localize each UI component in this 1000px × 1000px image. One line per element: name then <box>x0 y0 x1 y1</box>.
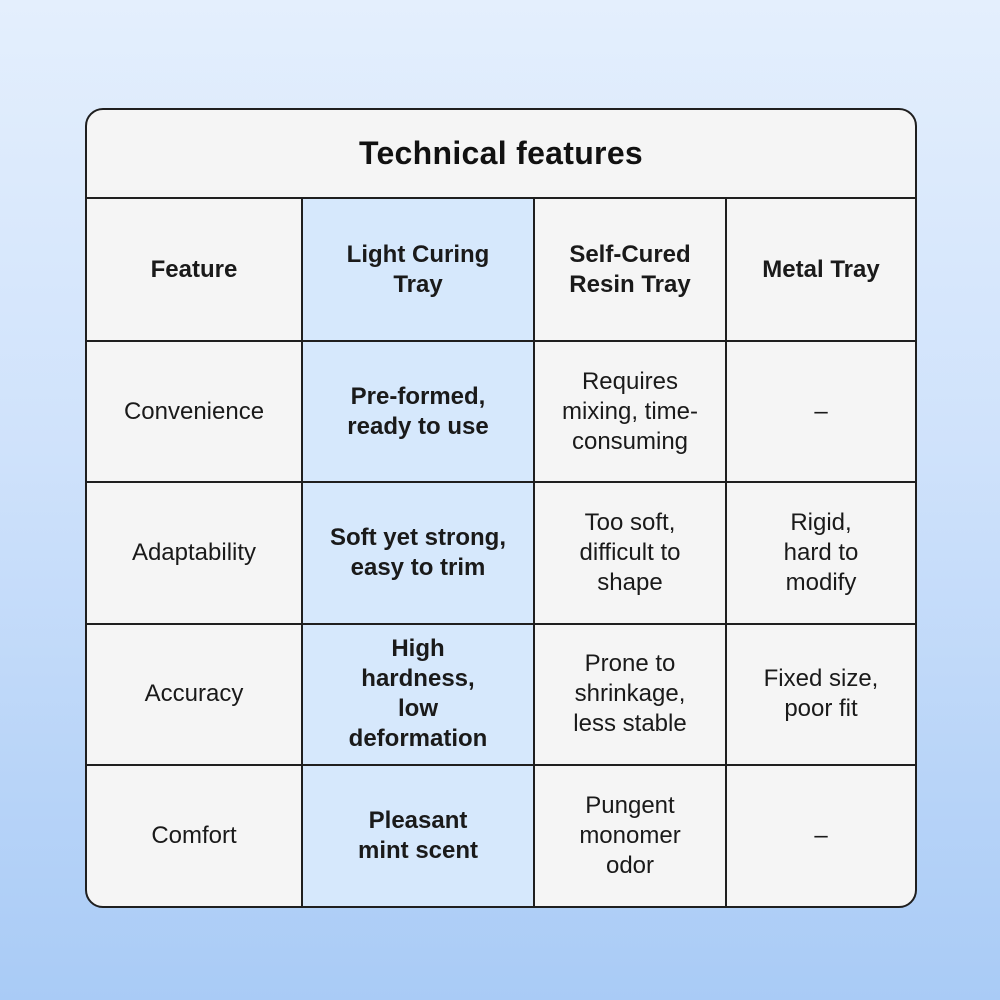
table-title: Technical features <box>358 135 644 171</box>
comparison-table <box>87 199 915 906</box>
header-self-cured-resin-tray: Self-Cured Resin Tray <box>534 199 726 341</box>
table-row <box>87 341 915 482</box>
header-light-curing-tray: Light Curing Tray <box>302 199 534 341</box>
metal-cell: Fixed size, poor fit <box>726 624 915 765</box>
header-metal-tray: Metal Tray <box>726 199 915 341</box>
table-row <box>87 482 915 623</box>
self-cured-cell: Too soft, difficult to shape <box>534 482 726 623</box>
metal-cell: Rigid, hard to modify <box>726 482 915 623</box>
title-row <box>87 110 915 199</box>
feature-cell: Comfort <box>87 765 302 906</box>
self-cured-cell: Prone to shrinkage, less stable <box>534 624 726 765</box>
light-curing-cell: Soft yet strong, easy to trim <box>302 482 534 623</box>
comparison-card <box>85 108 917 908</box>
light-curing-cell: Pre-formed, ready to use <box>302 341 534 482</box>
table-row <box>87 624 915 765</box>
metal-cell: – <box>726 341 915 482</box>
table-row <box>87 765 915 906</box>
light-curing-cell: Pleasant mint scent <box>302 765 534 906</box>
feature-cell: Convenience <box>87 341 302 482</box>
self-cured-cell: Requires mixing, time-consuming <box>534 341 726 482</box>
metal-cell: – <box>726 765 915 906</box>
feature-cell: Adaptability <box>87 482 302 623</box>
feature-cell: Accuracy <box>87 624 302 765</box>
light-curing-cell: High hardness, low deformation <box>302 624 534 765</box>
header-row <box>87 199 915 341</box>
header-feature: Feature <box>87 199 302 341</box>
self-cured-cell: Pungent monomer odor <box>534 765 726 906</box>
